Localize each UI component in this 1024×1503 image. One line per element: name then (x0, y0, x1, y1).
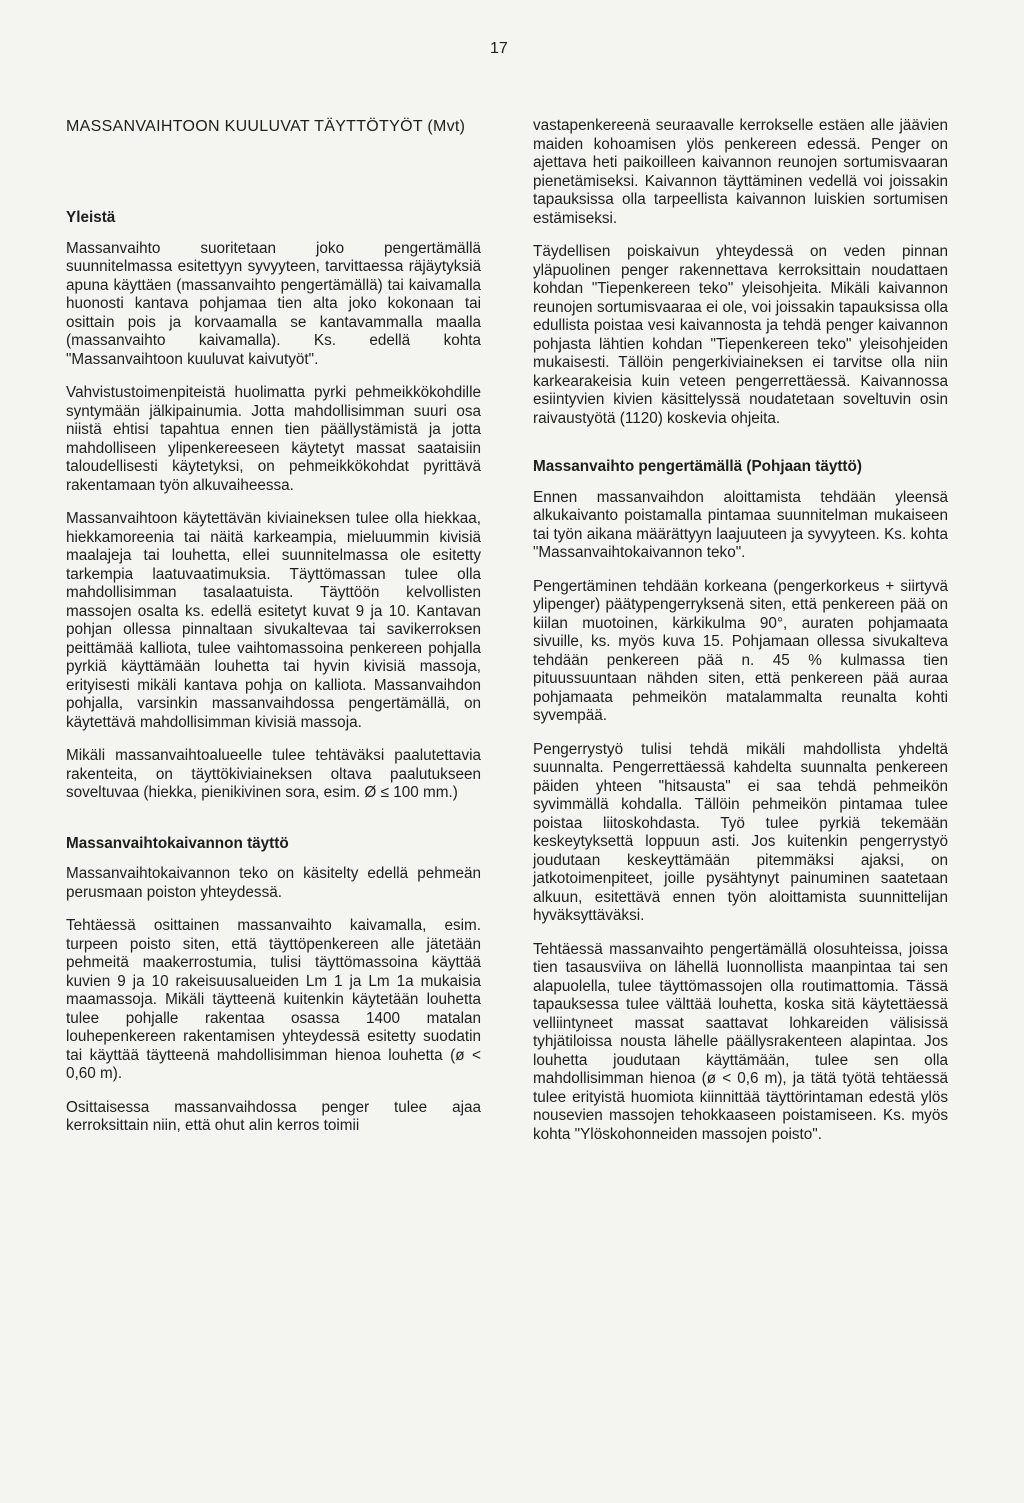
paragraph: Pengertäminen tehdään korkeana (pengerkorkeus + siirtyvä ylipenger) päätypengerryksenä siten, että penkereen pää on kiilan muotoinen, kärkikulma 90°, auraten pohjamaata sivuille, ks. myös kuva 15. Pohjamaan ollessa sivukalteva tehdään penkereen pää n. 45 % kulmassa tien pituussuuntaan nähden siten, että penkereen pää auraa pohjamaata pehmeikön matalammalta reunalta kohti syvempää. (533, 577, 948, 724)
paragraph: vastapenkereenä seuraavalle kerrokselle estäen alle jäävien maiden kohoamisen ylös penkereen edessä. Penger on ajettava heti paikoilleen kaivannon reunojen sortumisvaaran pienetämiseksi. Kaivannon täyttäminen vedellä voi joissakin tapauksissa olla tarpeellista kaivannon luiskien sortumisen estämiseksi. (533, 117, 948, 227)
right-column (533, 117, 948, 1159)
paragraph: Massanvaihto suoritetaan joko pengertämällä suunnitelmassa esitettyyn syvyyteen, tarvittaessa räjäytyksiä apuna käyttäen (massanvaihto pengertämällä) tai kaivamalla huonosti kantava pohjamaa tien alta joko kokonaan tai osittain pois ja korvaamalla se kantavammalla maalla (massanvaihto kaivamalla). Ks. edellä kohta "Massanvaihtoon kuuluvat kaivutyöt". (66, 239, 481, 368)
paragraph: Ennen massanvaihdon aloittamista tehdään yleensä alkukaivanto poistamalla pintamaa suunnitelman mukaiseen tai työn aikana määrättyyn laajuuteen ja syvyyteen. Ks. kohta "Massanvaihtokaivannon teko". (533, 488, 948, 561)
section-heading-pengertamalla: Massanvaihto pengertämällä (Pohjaan täyttö) (533, 458, 862, 475)
paragraph: Täydellisen poiskaivun yhteydessä on veden pinnan yläpuolinen penger rakennettava kerroksittain noudattaen kohdan "Tiepenkereen teko" yleisohjeita. Mikäli kaivannon reunojen sortumisvaaraa ei ole, voi joissakin tapauksissa olla edullista poistaa vesi kaivannosta ja tehdä penger kaivannon pohjasta lähtien kohdan "Tiepenkereen teko" yleisohjeiden mukaisesti. Tällöin pengerkiviaineksen ei tarvitse olla niin karkearakeisia kuin veteen pengerrettäessä. Kaivannossa esiintyvien kivien käsittelyssä noudatetaan soveltuvin osin raivaustyötä (1120) koskevia ohjeita. (533, 243, 948, 427)
left-column (66, 117, 481, 1151)
section-heading-yleista: Yleistä (66, 209, 116, 226)
paragraph: Osittaisessa massanvaihdossa penger tulee ajaa kerroksittain niin, että ohut alin kerros toimii (66, 1098, 481, 1134)
page-number: 17 (490, 40, 508, 57)
section-heading-kaivannon-taytto: Massanvaihtokaivannon täyttö (66, 834, 289, 852)
paragraph: Massanvaihtokaivannon teko on käsitelty edellä pehmeän perusmaan poiston yhteydessä. (66, 865, 481, 901)
paragraph: Tehtäessä osittainen massanvaihto kaivamalla, esim. turpeen poisto siten, että täyttöpenkereen alle jätetään pehmeitä maakerrostumia, tulisi täyttömassoina käyttää kuvien 9 ja 10 rakeisuusalueiden Lm 1 ja Lm 1a mukaisia maamassoja. Mikäli täytteenä kuitenkin käytetään louhetta tulee pohjalle rakentaa osassa 1400 matalan louhepenkereen rakentamisen yhteydessä esitetty suodatin tai käyttää täytteenä mahdollisimman hienoa louhetta (ø < 0,60 m). (66, 917, 481, 1082)
paragraph: Vahvistustoimenpiteistä huolimatta pyrki pehmeikkökohdille syntymään jälkipainumia. Jotta mahdollisimman suuri osa niistä ehtisi tapahtua ennen tien päällystämistä ja jotta mahdolliseen ylipenkereeseen käytetyt massat saataisiin taloudellisesti käytetyksi, on pehmeikkökohdat pyrittävä rakentamaan työn alkuvaiheessa. (66, 384, 481, 494)
paragraph: Tehtäessä massanvaihto pengertämällä olosuhteissa, joissa tien tasausviiva on lähellä luonnollista maanpintaa tai sen alapuolella, tulee täyttömassojen olla routimattomia. Tässä tapauksessa tulee välttää louhetta, koska sitä käytettäessä velliintyneet massat saattavat lohkareiden välisissä tyhjätiloissa nousta lähelle päällysrakenteen alapintaa. Jos louhetta joudutaan käyttämään, tulee sen olla mahdollisimman hienoa (ø < 0,6 m), ja tätä työtä tehtäessä tulee erityistä huomiota kiinnittää täyttörintaman edestä ylös nousevien massojen tehokkaaseen poistamiseen. Ks. myös kohta "Ylöskohonneiden massojen poisto". (533, 940, 948, 1143)
paragraph: Pengerrystyö tulisi tehdä mikäli mahdollista yhdeltä suunnalta. Pengerrettäessä kahdelta suunnalta penkereen päiden yhteen "hitsausta" ei saa tehdä pehmeikön syvimmällä kohdalla. Tällöin pehmeikön pintamaa tulee poistaa liitoskohdasta. Työ tulee pyrkiä tekemään keskeytyksettä loppuun asti. Jos kuitenkin pengerrystyö joudutaan keskeyttämään pitemmäksi ajaksi, on jatkotoimenpiteet, joille pysähtynyt painuminen saatetaan alkuun, esitettävä ennen työn aloittamista suunnittelijan hyväksyttäväksi. (533, 740, 948, 924)
document-title: MASSANVAIHTOON KUULUVAT TÄYTTÖTYÖT (Mvt) (66, 118, 466, 135)
paragraph: Massanvaihtoon käytettävän kiviaineksen tulee olla hiekkaa, hiekkamoreenia tai näitä karkeampia, mieluummin kivisiä maalajeja tai louhetta, ellei suunnitelmassa ole esitetty tarkempia laatuvaatimuksia. Täyttömassan tulee olla mahdollisimman tasalaatuista. Täyttöön kelvollisten massojen osalta ks. edellä esitetyt kuvat 9 ja 10. Kantavan pohjan ollessa pinnaltaan sivukaltevaa tai savikerroksen peittämää kalliota, tulee vaihtomassoina penkereen pohjalla pyrkiä käyttämään louhetta tai hyvin kivisiä massoja, erityisesti mikäli kantava pohja on kalliota. Massanvaihdon pohjalla, varsinkin massanvaihdossa pengertämällä, on käytettävä mahdollisimman kivisiä massoja. (66, 510, 481, 731)
paragraph: Mikäli massanvaihtoalueelle tulee tehtäväksi paalutettavia rakenteita, on täyttökiviaineksen oltava paalutukseen soveltuvaa (hiekka, pienikivinen sora, esim. Ø ≤ 100 mm.) (66, 747, 481, 801)
